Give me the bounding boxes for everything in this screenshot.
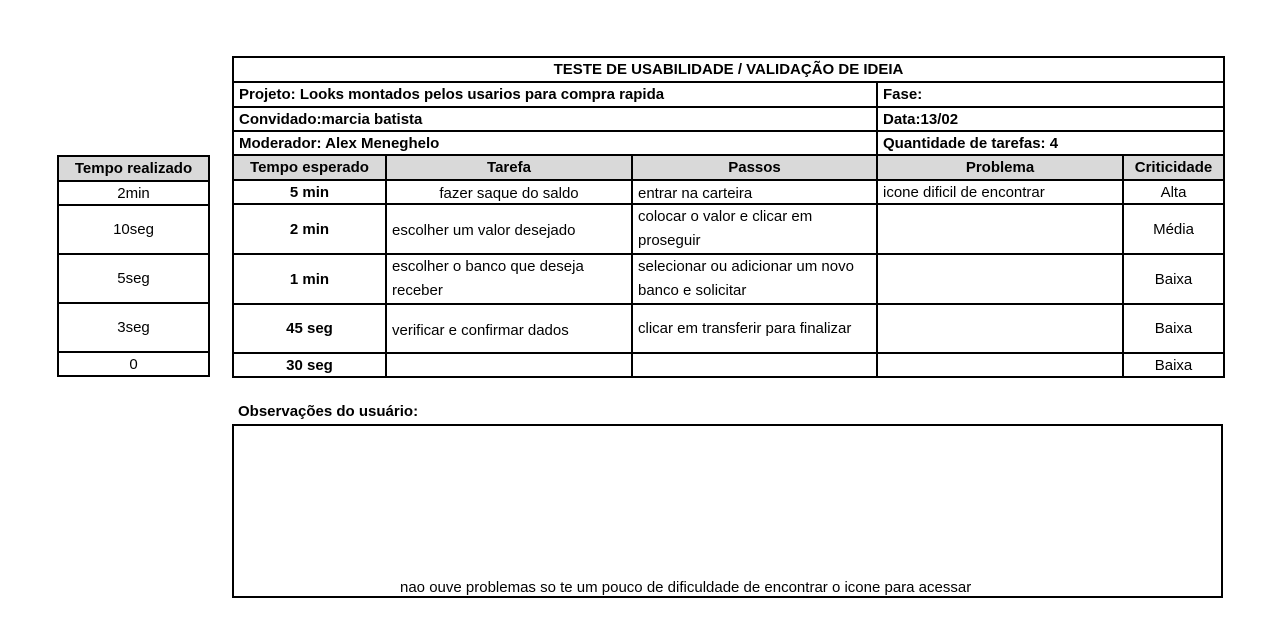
header-tempo-realizado: Tempo realizado <box>58 156 209 181</box>
observacoes-box <box>232 424 1223 598</box>
tempo-realizado-cell: 3seg <box>58 303 209 352</box>
header-tempo-esperado: Tempo esperado <box>233 155 386 180</box>
problema-cell <box>877 304 1123 353</box>
projeto-field: Projeto: Looks montados pelos usarios para compra rapida <box>233 82 877 107</box>
table-row <box>233 180 1224 204</box>
criticidade-cell: Baixa <box>1123 353 1224 377</box>
table-row <box>233 204 1224 254</box>
tempo-realizado-cell: 10seg <box>58 205 209 254</box>
convidado-field: Convidado:marcia batista <box>233 107 877 131</box>
tempo-esperado-cell: 2 min <box>233 204 386 254</box>
tarefa-cell: escolher o banco que deseja receber <box>386 254 632 304</box>
tempo-esperado-cell: 30 seg <box>233 353 386 377</box>
tempo-esperado-cell: 5 min <box>233 180 386 204</box>
tempo-realizado-table <box>57 155 210 377</box>
criticidade-cell: Alta <box>1123 180 1224 204</box>
criticidade-cell: Baixa <box>1123 254 1224 304</box>
observacoes-text: nao ouve problemas so te um pouco de dificuldade de encontrar o icone para acessar <box>400 579 972 596</box>
usability-test-table <box>232 56 1225 378</box>
tempo-realizado-cell: 5seg <box>58 254 209 303</box>
observacoes-label: Observações do usuário: <box>238 403 419 420</box>
passos-cell: clicar em transferir para finalizar <box>632 304 877 353</box>
criticidade-cell: Baixa <box>1123 304 1224 353</box>
criticidade-cell: Média <box>1123 204 1224 254</box>
table-row <box>233 304 1224 353</box>
header-criticidade: Criticidade <box>1123 155 1224 180</box>
problema-cell <box>877 353 1123 377</box>
table-row <box>233 254 1224 304</box>
tarefa-cell: verificar e confirmar dados <box>386 304 632 353</box>
header-problema: Problema <box>877 155 1123 180</box>
tempo-realizado-cell: 2min <box>58 181 209 205</box>
passos-cell: selecionar ou adicionar um novo banco e solicitar <box>632 254 877 304</box>
passos-cell: entrar na carteira <box>632 180 877 204</box>
tarefa-cell: fazer saque do saldo <box>386 180 632 204</box>
quantidade-field: Quantidade de tarefas: 4 <box>877 131 1224 155</box>
sheet-title: TESTE DE USABILIDADE / VALIDAÇÃO DE IDEIA <box>233 57 1224 82</box>
header-passos: Passos <box>632 155 877 180</box>
problema-cell <box>877 254 1123 304</box>
tarefa-cell: escolher um valor desejado <box>386 204 632 254</box>
moderador-field: Moderador: Alex Meneghelo <box>233 131 877 155</box>
data-field: Data:13/02 <box>877 107 1224 131</box>
tempo-esperado-cell: 45 seg <box>233 304 386 353</box>
table-row <box>233 353 1224 377</box>
fase-field: Fase: <box>877 82 1224 107</box>
tempo-esperado-cell: 1 min <box>233 254 386 304</box>
problema-cell <box>877 204 1123 254</box>
problema-cell: icone dificil de encontrar <box>877 180 1123 204</box>
tarefa-cell <box>386 353 632 377</box>
header-tarefa: Tarefa <box>386 155 632 180</box>
passos-cell <box>632 353 877 377</box>
tempo-realizado-cell: 0 <box>58 352 209 376</box>
passos-cell: colocar o valor e clicar em proseguir <box>632 204 877 254</box>
